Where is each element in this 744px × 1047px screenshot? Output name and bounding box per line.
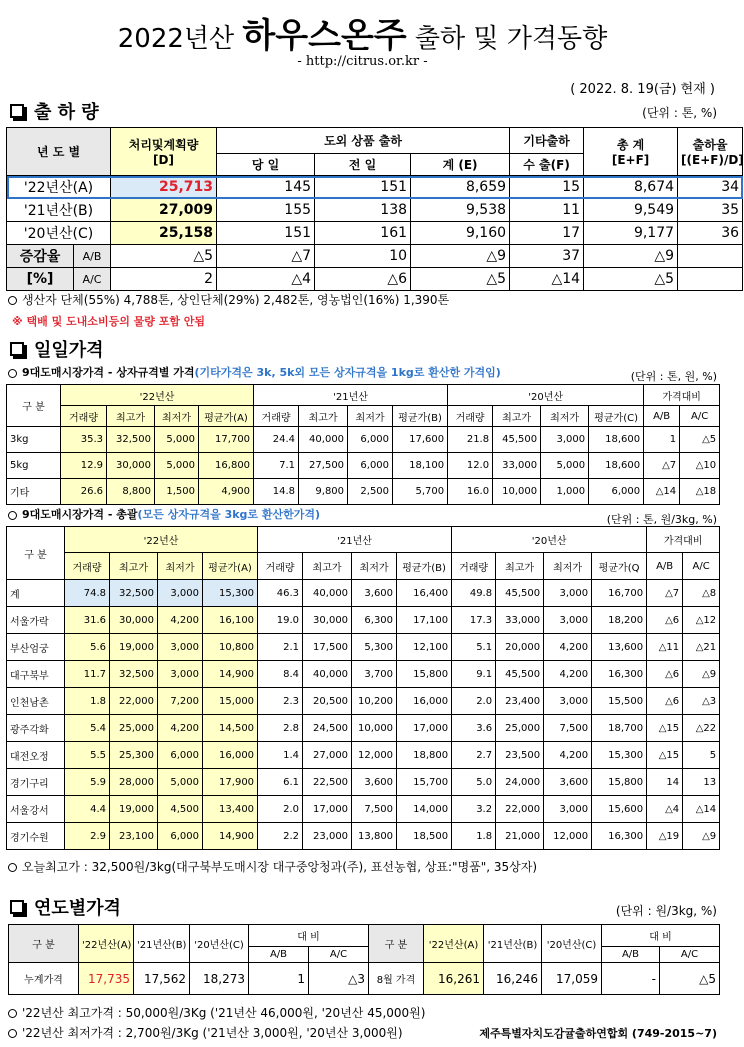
table-row: 누계가격 17,735 17,562 18,273 1 △3 8월 가격 16,261 16,246 17,059 - △5 — [9, 963, 720, 995]
today-high-note: 오늘최고가 : 32,500원/3kg(대구북부도매시장 대구중앙청과(주), 표선농협, 상표:"명품", 35상자) — [8, 858, 537, 875]
row-label: 5kg — [7, 453, 61, 479]
cell: 17,900 — [203, 769, 258, 796]
cell: 16,000 — [397, 688, 452, 715]
cell: 2.0 — [258, 796, 303, 823]
daily-unit-1: (단위 : 톤, 원, %) — [630, 370, 717, 383]
cell: △15 — [647, 742, 683, 769]
cell: 2.9 — [65, 823, 110, 850]
cell: △7 — [644, 453, 680, 479]
cell: △5 — [680, 427, 720, 453]
cell: 45,500 — [496, 661, 544, 688]
page-title — [0, 8, 725, 57]
cell: 7,500 — [544, 715, 592, 742]
cell: 18,200 — [592, 607, 647, 634]
cell: 15,300 — [203, 580, 258, 607]
yearly-price-heading: 연도별가격 — [10, 894, 121, 920]
cell: 3,000 — [544, 607, 592, 634]
cell: 4,900 — [199, 479, 254, 505]
cell: 18,500 — [397, 823, 452, 850]
cell: △9 — [683, 823, 720, 850]
cell: 5.0 — [452, 769, 496, 796]
cell: 19,000 — [110, 634, 158, 661]
cell: 13,600 — [592, 634, 647, 661]
cell: △19 — [647, 823, 683, 850]
cell: 6,000 — [158, 823, 203, 850]
cell: 14 — [647, 769, 683, 796]
cell: 14,500 — [203, 715, 258, 742]
cell: 5.6 — [65, 634, 110, 661]
cell: 4,200 — [544, 661, 592, 688]
bullet-icon — [8, 369, 17, 378]
cell: 15,800 — [592, 769, 647, 796]
cell: 30,000 — [110, 607, 158, 634]
cell: 16,700 — [592, 580, 647, 607]
cell: 14,900 — [203, 823, 258, 850]
cell: 12.0 — [448, 453, 493, 479]
cell: 3.6 — [452, 715, 496, 742]
table-row: '21년산(B) 27,009 155 138 9,538 11 9,549 35 — [7, 199, 743, 222]
cell: 33,000 — [496, 607, 544, 634]
table-row — [7, 769, 720, 796]
cell: 2.8 — [258, 715, 303, 742]
cell: 17,700 — [199, 427, 254, 453]
cell: 5,000 — [158, 769, 203, 796]
col-year: 년 도 별 — [7, 128, 111, 176]
cell: 17.3 — [452, 607, 496, 634]
cell: 16,000 — [203, 742, 258, 769]
cell: 5 — [683, 742, 720, 769]
cell: 12,000 — [544, 823, 592, 850]
bullet-icon — [8, 1009, 17, 1018]
cell: 23,500 — [496, 742, 544, 769]
row-label: 경기수원 — [7, 823, 65, 850]
producer-note: 생산자 단체(55%) 4,788톤, 상인단체(29%) 2,482톤, 영농법인(16%) 1,390톤 — [8, 291, 449, 308]
col-division: 구 분 — [7, 527, 65, 580]
cell: 18,600 — [589, 453, 644, 479]
cell: 3,000 — [544, 796, 592, 823]
table-row — [7, 607, 720, 634]
cell: 40,000 — [299, 427, 348, 453]
cell: △4 — [647, 796, 683, 823]
cell: 14.8 — [254, 479, 299, 505]
cell: 3,000 — [158, 580, 203, 607]
cell: 13,800 — [352, 823, 397, 850]
cell: △15 — [647, 715, 683, 742]
cell: 2.3 — [258, 688, 303, 715]
row-label: 인천남촌 — [7, 688, 65, 715]
row-label: 대구북부 — [7, 661, 65, 688]
cell: 33,000 — [493, 453, 541, 479]
cell: 28,000 — [110, 769, 158, 796]
col-domestic: 도외 상품 출하 — [217, 128, 510, 154]
cell: 9,800 — [299, 479, 348, 505]
bullet-icon — [8, 863, 17, 872]
table-row — [7, 634, 720, 661]
cell: 18,100 — [393, 453, 448, 479]
table-row: '22년산(A) 25,713 145 151 8,659 15 8,674 34 — [7, 176, 743, 199]
row-label: 계 — [7, 580, 65, 607]
cell: 17,600 — [393, 427, 448, 453]
cell: 2.2 — [258, 823, 303, 850]
cell: 49.8 — [452, 580, 496, 607]
cell: △6 — [647, 661, 683, 688]
cell: 2.0 — [452, 688, 496, 715]
cell: 6.1 — [258, 769, 303, 796]
cell: 23,400 — [496, 688, 544, 715]
cell: △18 — [680, 479, 720, 505]
table-row — [7, 479, 720, 505]
row-label: 부산엄궁 — [7, 634, 65, 661]
cell: 16,800 — [199, 453, 254, 479]
table-row — [7, 453, 720, 479]
cell: 5,700 — [393, 479, 448, 505]
row-label: 대전오정 — [7, 742, 65, 769]
cell: 32,500 — [110, 661, 158, 688]
cell: 5,000 — [155, 453, 199, 479]
checkbox-icon — [10, 900, 24, 914]
table-row: '20년산(C) 25,158 151 161 9,160 17 9,177 36 — [7, 222, 743, 245]
cell: 11.7 — [65, 661, 110, 688]
cell: 12,000 — [352, 742, 397, 769]
cell: 3.2 — [452, 796, 496, 823]
cell: 24.4 — [254, 427, 299, 453]
max-price-note: '22년산 최고가격 : 50,000원/3Kg ('21년산 46,000원, '20년산 45,000원) — [8, 1004, 425, 1021]
bullet-icon — [8, 511, 17, 520]
row-label: 기타 — [7, 479, 61, 505]
cell: △6 — [647, 688, 683, 715]
cell: 17,500 — [303, 634, 352, 661]
table-row — [7, 742, 720, 769]
cell: 17,000 — [303, 796, 352, 823]
cell: 12,100 — [397, 634, 452, 661]
cell: 23,000 — [303, 823, 352, 850]
cell: 24,500 — [303, 715, 352, 742]
row-label: 서울강서 — [7, 796, 65, 823]
cell: △11 — [647, 634, 683, 661]
table-row — [7, 715, 720, 742]
table-row — [7, 823, 720, 850]
cell: 40,000 — [303, 661, 352, 688]
cell: 3,600 — [352, 580, 397, 607]
cell: 1,000 — [541, 479, 589, 505]
title-suffix: 출하 및 가격동향 — [414, 24, 608, 54]
cell: 16,100 — [203, 607, 258, 634]
cell: 7,200 — [158, 688, 203, 715]
site-url[interactable]: - http://citrus.or.kr - — [297, 54, 428, 69]
cell: 45,500 — [496, 580, 544, 607]
table-row — [7, 688, 720, 715]
cell: 1.4 — [258, 742, 303, 769]
cell: 30,000 — [303, 607, 352, 634]
title-year: 2022년산 — [117, 24, 235, 54]
col-other: 기타출하 — [510, 128, 584, 154]
cell: 14,900 — [203, 661, 258, 688]
cell: 27,000 — [303, 742, 352, 769]
cell: 10,000 — [352, 715, 397, 742]
cell: 4,200 — [544, 634, 592, 661]
cell: 3,000 — [544, 688, 592, 715]
cell: 1,500 — [155, 479, 199, 505]
cell: 74.8 — [65, 580, 110, 607]
cell: 13,400 — [203, 796, 258, 823]
cell: △22 — [683, 715, 720, 742]
cell: 10,800 — [203, 634, 258, 661]
cell: 6,000 — [348, 453, 393, 479]
shipment-unit: (단위 : 톤, %) — [642, 106, 717, 120]
cell: 4.4 — [65, 796, 110, 823]
row-label: 광주각화 — [7, 715, 65, 742]
cell: 35.3 — [61, 427, 107, 453]
cell: △6 — [647, 607, 683, 634]
cell: 3,000 — [158, 661, 203, 688]
cell: 20,500 — [303, 688, 352, 715]
cell: 16,300 — [592, 661, 647, 688]
cell: 14,000 — [397, 796, 452, 823]
cell: 46.3 — [258, 580, 303, 607]
cell: 3,600 — [544, 769, 592, 796]
cell: 22,000 — [496, 796, 544, 823]
cell: 3,000 — [541, 427, 589, 453]
cell: 18,600 — [589, 427, 644, 453]
cell: △21 — [683, 634, 720, 661]
cell: 26.6 — [61, 479, 107, 505]
cell: 40,000 — [303, 580, 352, 607]
cell: 3,000 — [544, 580, 592, 607]
cell: 7,500 — [352, 796, 397, 823]
cell: 1.8 — [65, 688, 110, 715]
cell: 16,300 — [592, 823, 647, 850]
cell: △3 — [683, 688, 720, 715]
cell: 3,600 — [352, 769, 397, 796]
cell: 5.9 — [65, 769, 110, 796]
cell: △9 — [683, 661, 720, 688]
organization: 제주특별자치도감귤출하연합회 (749-2015~7) — [479, 1027, 717, 1040]
cell: 22,000 — [110, 688, 158, 715]
cell: △12 — [683, 607, 720, 634]
min-price-note: '22년산 최저가격 : 2,700원/3Kg ('21년산 3,000원, '20년산 3,000원) — [8, 1024, 403, 1041]
cell: 3,700 — [352, 661, 397, 688]
cell: 25,000 — [496, 715, 544, 742]
row-label: 3kg — [7, 427, 61, 453]
cell: 15,500 — [592, 688, 647, 715]
cell: 6,000 — [158, 742, 203, 769]
cell: 6,000 — [589, 479, 644, 505]
col-prev: 전 일 — [315, 154, 411, 176]
cell: △7 — [647, 580, 683, 607]
cell: 5,300 — [352, 634, 397, 661]
col-export: 수 출(F) — [510, 154, 584, 176]
shipment-table — [6, 127, 743, 291]
cell: 2.1 — [258, 634, 303, 661]
cell: 21,000 — [496, 823, 544, 850]
bullet-icon — [8, 1029, 17, 1038]
col-rate: 출하율 [(E+F)/D] — [678, 128, 743, 176]
cell: 18,700 — [592, 715, 647, 742]
cell: 1 — [644, 427, 680, 453]
checkbox-icon — [10, 104, 24, 118]
cell: 13 — [683, 769, 720, 796]
table-row — [7, 661, 720, 688]
cell: 24,000 — [496, 769, 544, 796]
cell: 19.0 — [258, 607, 303, 634]
subtitle-summary: 9대도매시장가격 - 총괄(모든 상자규격을 3kg로 환산한가격) — [8, 506, 320, 522]
cell: 6,300 — [352, 607, 397, 634]
cell: 7.1 — [254, 453, 299, 479]
shipment-heading-text: 출 하 량 — [34, 102, 99, 123]
table-row — [7, 796, 720, 823]
cell: 15,800 — [397, 661, 452, 688]
col-sum: 계 (E) — [411, 154, 510, 176]
cell: 4,500 — [158, 796, 203, 823]
yearly-unit: (단위 : 원/3kg, %) — [615, 904, 717, 918]
cell: 16,400 — [397, 580, 452, 607]
report-date: ( 2022. 8. 19(금) 현재 ) — [570, 82, 715, 97]
title-product: 하우스온주 — [242, 16, 407, 56]
box-size-price-table: 구 분 '22년산 '21년산 '20년산 가격대비 거래량 최고가 최저가 평균가(A) 거래량 최고가 최저가 평균가(B) 거래량 최고가 최저가 평균가(C) A/B A/C 3kg 35.3 32,500 5,000 17,700 24.4 40,000 6,000 17,600 21.8 45,500 3,000 18,600 1 △5 5kg 12.9 30,000 5,000 16,800 7.1 27,500 6,000 18,100 12.0 33,000 5,000 18,600 △7 △10 기타 26.6 8,800 1,500 4,900 14.8 9,800 2,500 5,700 16.0 10,000 1,000 6,000 △14 △18 — [6, 384, 720, 505]
cell: 23,100 — [110, 823, 158, 850]
cell: 4,200 — [544, 742, 592, 769]
cell: 6,000 — [348, 427, 393, 453]
cell: 45,500 — [493, 427, 541, 453]
cell: △14 — [683, 796, 720, 823]
cell: 5.1 — [452, 634, 496, 661]
cell: 5.4 — [65, 715, 110, 742]
cell: 8.4 — [258, 661, 303, 688]
delivery-note: ※ 택배 및 도내소비등의 물량 포함 안됨 — [12, 315, 206, 328]
market-summary-table: 구 분 '22년산 '21년산 '20년산 가격대비 거래량 최고가 최저가 평균가(A) 거래량 최고가 최저가 평균가(B) 거래량 최고가 최저가 평균가(Q A/B A/C 계 74.8 32,500 3,000 15,300 46.3 40,000 3,600 16,400 49.8 45,500 3,000 16,700 △7 △8 서울가락 31.6 30,000 4,200 16,100 19.0 30,000 6,300 17,100 17.3 33,000 3,000 18,200 △6 △12 부산엄궁 5.6 19,000 3,000 10,800 2.1 17,500 5,300 12,100 5.1 20,000 4,200 13,600 △11 △21 대구북부 11.7 32,500 3,000 14,900 8.4 40,000 3,700 15,800 9.1 45,500 4,200 16,300 △6 △9 인천남촌 1.8 22,000 7,200 15,000 2.3 20,500 10,200 16,000 2.0 23,400 3,000 15,500 △6 △3 광주각화 5.4 25,000 4,200 14,500 2.8 24,500 10,000 17,000 3.6 25,000 7,500 18,700 △15 △22 대전오정 5.5 25,300 6,000 16,000 1.4 27,000 12,000 18,800 2.7 23,500 4,200 15,300 △15 5 경기구리 5.9 28,000 5,000 17,900 6.1 22,500 3,600 15,700 5.0 24,000 3,600 15,800 14 13 서울강서 4.4 19,000 4,500 13,400 2.0 17,000 7,500 14,000 3.2 22,000 3,000 15,600 △4 △14 경기수원 2.9 23,100 6,000 14,900 2.2 23,000 13,800 18,500 1.8 21,000 12,000 16,300 △19 △9 — [6, 526, 720, 850]
cell: 12.9 — [61, 453, 107, 479]
cell: 15,600 — [592, 796, 647, 823]
cell: 31.6 — [65, 607, 110, 634]
cell: 3,000 — [158, 634, 203, 661]
cell: △14 — [644, 479, 680, 505]
col-total: 총 계 [E+F] — [584, 128, 678, 176]
cell: △8 — [683, 580, 720, 607]
cell: 2.7 — [452, 742, 496, 769]
cell: 10,000 — [493, 479, 541, 505]
cell: 32,500 — [110, 580, 158, 607]
cell: 4,200 — [158, 715, 203, 742]
yearly-price-table: 구 분 '22년산(A) '21년산(B) '20년산(C) 대 비 구 분 '22년산(A) '21년산(B) '20년산(C) 대 비 A/B A/C A/B A/C 누계가격 17,735 17,562 18,273 1 △3 8월 가격 16,261 16,246 17,059 - △5 — [8, 924, 720, 995]
row-label: 서울가락 — [7, 607, 65, 634]
table-row — [7, 580, 720, 607]
cell: 18,800 — [397, 742, 452, 769]
cell: 15,700 — [397, 769, 452, 796]
col-proc: 처리및계획량 [D] — [111, 128, 217, 176]
cell: 25,000 — [110, 715, 158, 742]
daily-unit-2: (단위 : 톤, 원/3kg, %) — [606, 513, 717, 526]
cell: 5,000 — [541, 453, 589, 479]
cell: 25,300 — [110, 742, 158, 769]
cell: 4,200 — [158, 607, 203, 634]
cell: 15,300 — [592, 742, 647, 769]
cell: 1.8 — [452, 823, 496, 850]
cell: 27,500 — [299, 453, 348, 479]
daily-price-heading: 일일가격 — [10, 336, 104, 362]
cell: 22,500 — [303, 769, 352, 796]
col-today: 당 일 — [217, 154, 315, 176]
cell: 8,800 — [107, 479, 155, 505]
bullet-icon — [8, 296, 17, 305]
shipment-heading — [10, 98, 99, 124]
cell: 30,000 — [107, 453, 155, 479]
cell: 5.5 — [65, 742, 110, 769]
col-division: 구 분 — [7, 385, 61, 427]
checkbox-icon — [10, 342, 24, 356]
cell: 15,000 — [203, 688, 258, 715]
cell: 9.1 — [452, 661, 496, 688]
cell: △10 — [680, 453, 720, 479]
cell: 16.0 — [448, 479, 493, 505]
subtitle-box-size: 9대도매시장가격 - 상자규격별 가격(기타가격은 3k, 5k외 모든 상자규격을 1kg로 환산한 가격임) — [8, 364, 501, 380]
cell: 20,000 — [496, 634, 544, 661]
cell: 19,000 — [110, 796, 158, 823]
table-row: [%] A/C 2 △4 △6 △5 △14 △5 — [7, 268, 743, 291]
cell: 17,100 — [397, 607, 452, 634]
table-row: 증감율 A/B △5 △7 10 △9 37 △9 — [7, 245, 743, 268]
cell: 2,500 — [348, 479, 393, 505]
cell: 10,200 — [352, 688, 397, 715]
cell: 5,000 — [155, 427, 199, 453]
cell: 32,500 — [107, 427, 155, 453]
row-label: 경기구리 — [7, 769, 65, 796]
table-row — [7, 427, 720, 453]
cell: 21.8 — [448, 427, 493, 453]
cell: 17,000 — [397, 715, 452, 742]
